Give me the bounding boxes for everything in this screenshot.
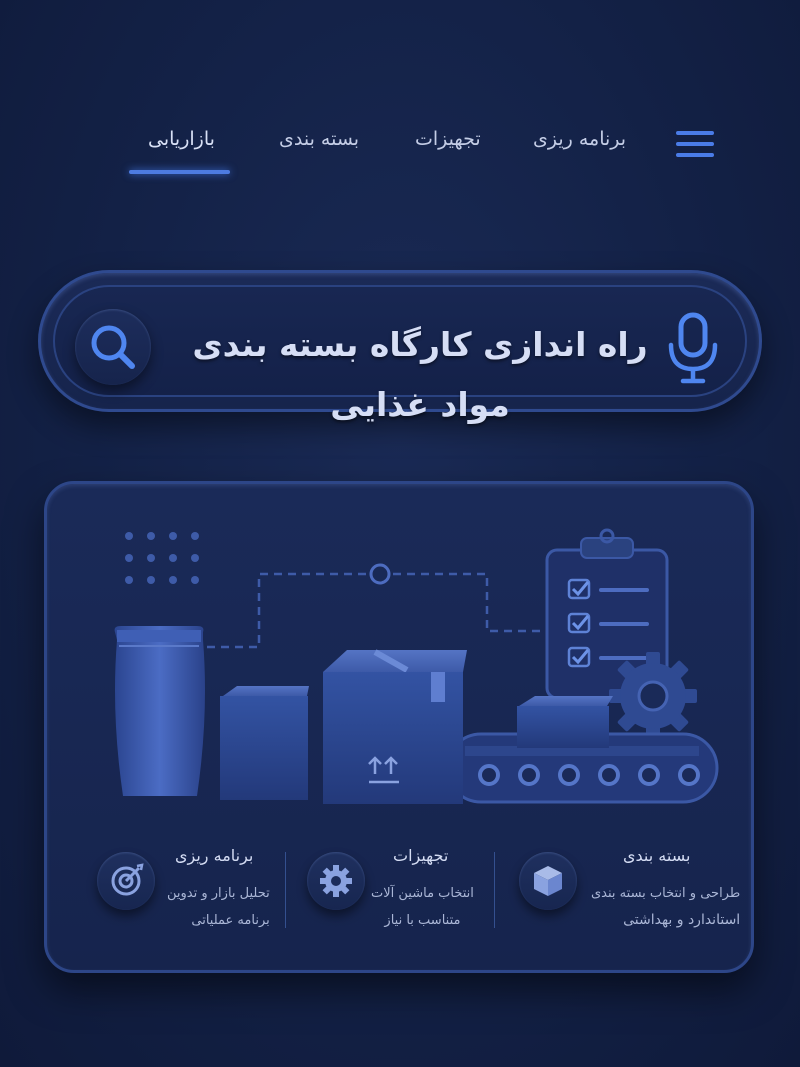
packaging-illustration <box>47 484 757 824</box>
microphone-icon[interactable] <box>663 307 723 387</box>
food-pouch <box>115 626 205 796</box>
feature-packaging-description <box>591 880 740 934</box>
feature-equipment-description <box>371 880 474 934</box>
nav-item-packaging[interactable]: بسته بندی <box>279 128 360 150</box>
feature-packaging-line-2: استاندارد و بهداشتی <box>623 912 741 928</box>
search-bar[interactable] <box>38 270 762 424</box>
feature-equipment-icon-button <box>307 852 365 910</box>
top-navigation <box>0 118 800 178</box>
search-bar-inner <box>53 285 747 424</box>
box-icon <box>519 852 577 910</box>
gear-icon <box>307 852 365 910</box>
dot-grid-decoration <box>125 532 199 584</box>
feature-packaging[interactable] <box>519 846 744 956</box>
search-icon <box>75 309 151 385</box>
feature-packaging-title: بسته بندی <box>623 846 691 865</box>
nav-item-equipment[interactable]: تجهیزات <box>415 128 481 150</box>
feature-planning-icon-button <box>97 852 155 910</box>
feature-planning-line-2: برنامه عملیاتی <box>191 913 270 928</box>
feature-equipment-title: تجهیزات <box>393 846 449 865</box>
feature-equipment[interactable] <box>307 846 532 956</box>
feature-equipment-line-1: انتخاب ماشین آلات <box>371 886 474 901</box>
active-tab-underline <box>129 170 230 174</box>
large-shipping-box <box>323 650 467 804</box>
feature-planning[interactable] <box>97 846 322 956</box>
gear-decoration <box>609 652 697 740</box>
feature-planning-line-1: تحلیل بازار و تدوین <box>167 886 270 901</box>
feature-divider <box>285 852 286 928</box>
hamburger-icon[interactable] <box>676 131 714 159</box>
nav-item-marketing[interactable]: بازاریابی <box>148 128 215 150</box>
feature-equipment-line-2: متناسب با نیاز <box>384 913 461 928</box>
small-box-on-conveyor <box>517 696 613 748</box>
search-button[interactable] <box>75 309 151 385</box>
nav-item-planning[interactable]: برنامه ریزی <box>533 128 627 150</box>
medium-box <box>220 686 309 800</box>
feature-card <box>44 481 754 973</box>
feature-planning-title: برنامه ریزی <box>175 846 254 865</box>
feature-divider <box>494 852 495 928</box>
target-icon <box>97 852 155 910</box>
feature-packaging-line-1: طراحی و انتخاب بسته بندی <box>591 886 741 901</box>
feature-planning-description <box>167 880 270 934</box>
feature-packaging-icon-button <box>519 852 577 910</box>
search-query-text[interactable]: راه اندازی کارگاه بسته بندی مواد غذایی <box>192 325 648 424</box>
